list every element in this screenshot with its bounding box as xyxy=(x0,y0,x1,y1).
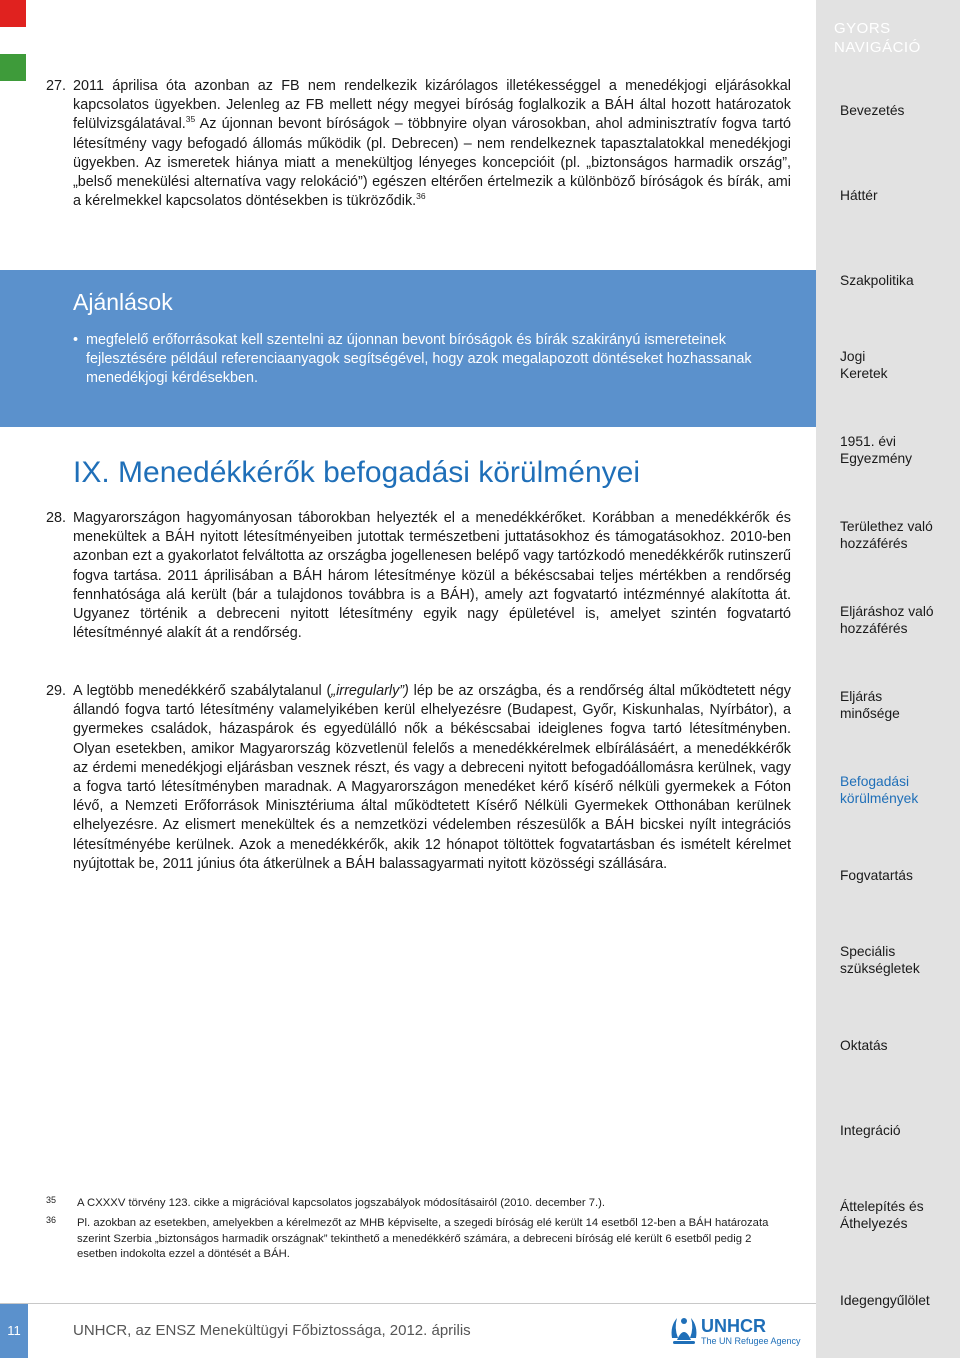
nav-item-eljarashoz-hozzaferes[interactable]: Eljáráshoz való hozzáférés xyxy=(840,604,934,637)
footnote-35 xyxy=(46,1196,791,1211)
paragraph-27 xyxy=(46,77,791,211)
paragraph-text: Magyarországon hagyományosan táborokban helyezték el a menedékkérőket. Korábban a menedékkérők és menekültek a BÁH nyitott létesítményeiben jutottak természetbeni juttatásokhoz és támogatásokhoz. 2010-ben azonban ezt a gyakorlatot felváltotta az országba jogellenesen belépő vagy tartózkodó menedékkérők rutinszerű fogva tartása. 2011 áprilisában a BÁH három létesítménye közül a békéscsabai teljes mértékben a rendőrség fennhatósága alá került (bár a tulajdonos továbbra is a BÁH), amely azt fogvatartó intézménnyé alakította át. Ugyanez történik a debreceni nyitott létesítmény egyik nagy épületével is, amelyet szintén fogvatartó létesítménnyé alakít át a rendőrség. xyxy=(73,510,791,642)
nav-item-1951-egyezmeny[interactable]: 1951. évi Egyezmény xyxy=(840,434,913,467)
bullet-icon: • xyxy=(73,332,79,348)
paragraph-number: 29. xyxy=(46,683,67,699)
quick-navigation-sidebar xyxy=(816,0,960,1358)
italic-term: „irregularly”) xyxy=(331,683,409,699)
unhcr-logo-tagline: The UN Refugee Agency xyxy=(701,1336,801,1346)
paragraph-29 xyxy=(46,682,791,874)
flag-stripe-red xyxy=(0,0,26,27)
nav-item-befogadasi-korulmenyek[interactable]: Befogadási körülmények xyxy=(840,774,919,807)
section-heading: IX. Menedékkérők befogadási körülményei xyxy=(73,456,640,489)
nav-item-hatter[interactable]: Háttér xyxy=(840,188,878,203)
nav-item-szakpolitika[interactable]: Szakpolitika xyxy=(840,273,914,288)
footer-text: UNHCR, az ENSZ Menekültügyi Főbiztossága, 2012. április xyxy=(73,1322,471,1339)
sidebar-heading: GYORS NAVIGÁCIÓ xyxy=(834,20,921,56)
nav-item-attelepites-athelyezes[interactable]: Áttelepítés és Áthelyezés xyxy=(840,1199,924,1232)
page-number: 11 xyxy=(0,1304,28,1358)
footer-divider xyxy=(0,1303,816,1304)
paragraph-text: 2011 áprilisa óta azonban az FB nem rendelkezik kizárólagos illetékességgel a menedékjogi eljárásokkal kapcsolatos ügyekben. Jelenleg az FB mellett négy megyei bíróság foglalkozik a BÁH által hozott határozatok felülvizsgálatával.$^{35}$ Az újonnan bevont bíróságok – többnyire olyan városokban, ahol adminisztratív fogva tartó létesítmény vagy befogadó állomás működik (pl. Debrecen) – nem rendelkeznek tapasztalatokkal menedékjogi ügyekben. Az ismeretek hiánya miatt a menekültjog lényeges koncepcióit (pl. „biztonságos harmadik ország”, „belső menekülési alternatíva vagy relokáció”) egészen eltérően értelmezik a különböző bíróságok és bírák, ami a kérelmekkel kapcsolatos döntésekben is tükröződik.$^{36}$ xyxy=(73,78,791,210)
paragraph-number: 27. xyxy=(46,78,67,94)
nav-item-oktatas[interactable]: Oktatás xyxy=(840,1038,888,1053)
recommendations-box xyxy=(0,270,816,427)
footnotes xyxy=(46,1196,791,1267)
nav-item-teruletehez-hozzaferes[interactable]: Területhez való hozzáférés xyxy=(840,519,933,552)
flag-stripe-white xyxy=(0,27,26,54)
paragraph-28 xyxy=(46,509,791,643)
footnote-text: Pl. azokban az esetekben, amelyekben a kérelmezőt az MHB képviselte, a szegedi bíróság elé került 14 esetből 12-ben a BÁH határozata szerint Szerbia „biztonságos harmadik országnak” tekinthető a menedékkérő számára, a debreceni bíróság elé került 6 esetből pedig 2 esetben indokolta ezzel a döntését a BÁH. xyxy=(77,1217,769,1260)
paragraph-number: 28. xyxy=(46,510,67,526)
nav-item-jogi-keretek[interactable]: Jogi Keretek xyxy=(840,349,888,382)
nav-item-bevezetes[interactable]: Bevezetés xyxy=(840,103,905,118)
flag-stripe-green xyxy=(0,54,26,81)
recommendation-item xyxy=(73,331,793,389)
nav-item-eljaras-minosege[interactable]: Eljárás minősége xyxy=(840,689,900,722)
paragraph-text: A legtöbb menedékkérő szabálytalanul („irregularly”) lép be az országba, és a rendőrség által működtetett négy állandó fogva tartó létesítmény valamelyikében kerül elhelyezésre (Budapest, Győr, Kiskunhalas, Nyírbátor), a gyermekes családok, házaspárok és egyedülálló nők a békéscsabai ideiglenes fogva tartó létesítményben. Olyan esetekben, amikor Magyarország közvetlenül felelős a menedékkérelmek elbírálásáért, a menedékkérők az érdemi menedékjogi eljárásban vesznek részt, és vagy a debreceni nyitott befogadóállomásra kerülnek, vagy a fogva tartó létesítményben maradnak. A Magyarországon menedéket kérő kísérő nélküli gyermekek a Fóton lévő, a Nemzeti Erőforrások Minisztériuma által működtetett Kísérő Nélküli Gyermekek Otthonában kerülnek elhelyezésre. Az elismert menekültek és a nemzetközi védelemben részesülők a BÁH bicskei nyílt integrációs létesítményébe kerülnek. Azok a menedékkérők, akik 12 hónapot töltöttek fogvatartásban és ismételt kérelmet nyújtottak be, 2011 június óta átkerülnek a BÁH balassagyarmati nyitott közösségi szállására. xyxy=(73,683,791,872)
footnote-ref-35[interactable]: 35 xyxy=(185,114,196,125)
footnote-ref-36[interactable]: 36 xyxy=(416,191,426,202)
unhcr-logo xyxy=(668,1312,801,1348)
nav-item-idegengyulolet[interactable]: Idegengyűlölet xyxy=(840,1293,930,1308)
footnote-number: 35 xyxy=(46,1195,57,1205)
unhcr-emblem-icon xyxy=(672,1318,697,1344)
footnote-number: 36 xyxy=(46,1215,57,1226)
nav-item-fogvatartas[interactable]: Fogvatartás xyxy=(840,868,913,883)
footnote-text: A CXXXV törvény 123. cikke a migrációval kapcsolatos jogszabályok módosításairól (2010. december 7.). xyxy=(77,1197,606,1209)
recommendation-text: megfelelő erőforrásokat kell szentelni az újonnan bevont bíróságok és bírák szakirányú ismereteinek fejlesztésére például referenciaanyagok segítségével, hogy azok megalapozott döntéseket hozhassanak menedékjogi kérdésekben. xyxy=(86,332,752,387)
nav-item-specialis-szuksegletek[interactable]: Speciális szükségletek xyxy=(840,944,920,977)
unhcr-logo-text: UNHCR xyxy=(701,1316,766,1336)
nav-item-integracio[interactable]: Integráció xyxy=(840,1123,901,1138)
footnote-36 xyxy=(46,1216,791,1262)
recommendations-title: Ajánlások xyxy=(73,289,173,315)
